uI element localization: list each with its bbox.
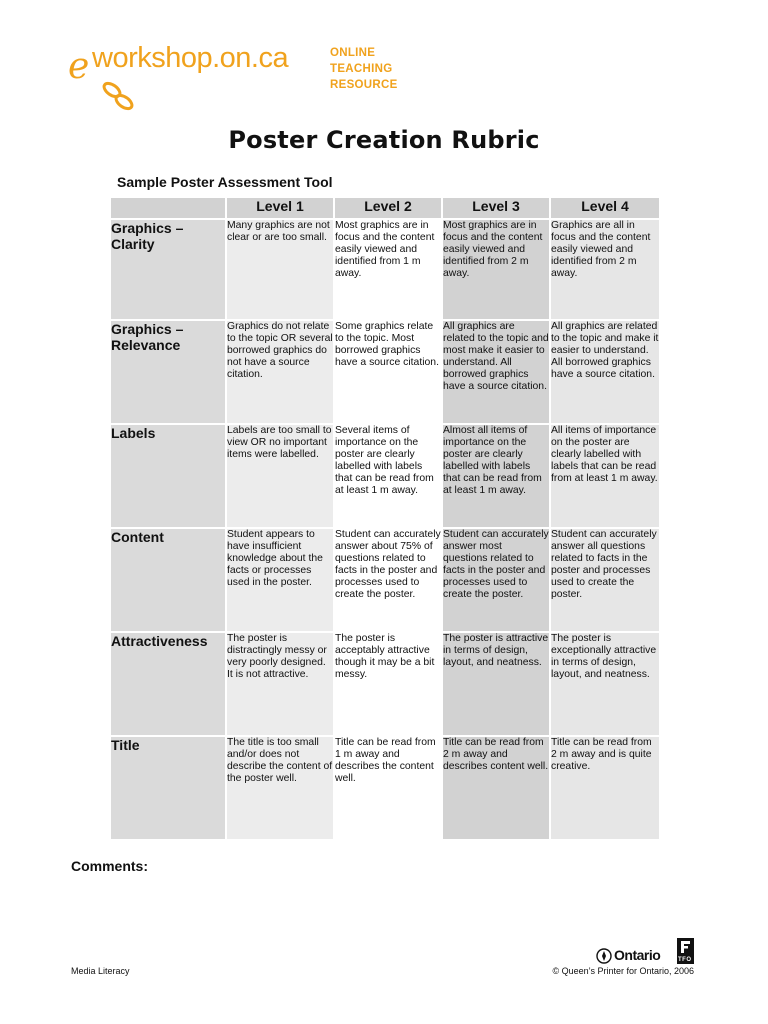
rubric-cell: Student appears to have insufficient knowledge about the facts or processes used in the poster. [227,529,333,631]
rubric-cell: The poster is acceptably attractive though it may be a bit messy. [335,633,441,735]
table-row [111,529,659,631]
table-row [111,321,659,423]
rubric-cell: Title can be read from 2 m away and describes content well. [443,737,549,839]
page-subtitle: Sample Poster Assessment Tool [117,174,333,190]
rubric-cell: Student can accurately answer most questions related to facts in the poster and processes used to create the poster. [443,529,549,631]
tagline-line: RESOURCE [330,79,398,91]
rubric-cell: All graphics are related to the topic and most make it easier to understand. All borrowed graphics have a source citation. [443,321,549,423]
criterion-label: Graphics – Clarity [111,220,225,319]
comments-label: Comments: [71,858,149,874]
logo-text: workshop.on.ca [92,42,289,74]
footer-left-text: Media Literacy [71,966,130,976]
rubric-cell: The poster is attractive in terms of design, layout, and neatness. [443,633,549,735]
criterion-label: Graphics – Relevance [111,321,225,423]
rubric-cell: Labels are too small to view OR no important items were labelled. [227,425,333,527]
table-row [111,425,659,527]
level-header: Level 4 [551,198,659,218]
rubric-cell: Graphics are all in focus and the content easily viewed and identified from 2 m away. [551,220,659,319]
rubric-cell: Graphics do not relate to the topic OR several borrowed graphics do not have a source citation. [227,321,333,423]
page-title: Poster Creation Rubric [228,126,540,154]
rubric-cell: Most graphics are in focus and the content easily viewed and identified from 2 m away. [443,220,549,319]
logo-tagline [330,45,398,93]
tfo-f-icon [677,938,694,956]
rubric-cell: Student can accurately answer all questions related to facts in the poster and processes used to create the poster. [551,529,659,631]
table-header-row [111,198,659,218]
rubric-table [109,196,661,841]
trillium-icon [596,948,612,964]
criterion-label: Content [111,529,225,631]
criterion-label: Attractiveness [111,633,225,735]
ontario-logo: Ontario [614,947,661,963]
rubric-cell: Several items of importance on the poster are clearly labelled with labels that can be read from at least 1 m away. [335,425,441,527]
level-header: Level 3 [443,198,549,218]
rubric-cell: All items of importance on the poster are clearly labelled with labels that can be read from at least 1 m away. [551,425,659,527]
rubric-cell: Title can be read from 1 m away and describes the content well. [335,737,441,839]
rubric-cell: Student can accurately answer about 75% of questions related to facts in the poster and processes used to create the poster. [335,529,441,631]
rubric-cell: Many graphics are not clear or are too small. [227,220,333,319]
criterion-label: Labels [111,425,225,527]
tagline-line: TEACHING [330,63,393,75]
tagline-line: ONLINE [330,47,376,59]
logo-initial: e [68,46,90,87]
footer-copyright: © Queen’s Printer for Ontario, 2006 [552,966,694,976]
rubric-cell: The title is too small and/or does not describe the content of the poster well. [227,737,333,839]
rubric-cell: The poster is distractingly messy or very poorly designed. It is not attractive. [227,633,333,735]
header-corner-cell [111,198,225,218]
rubric-cell: All graphics are related to the topic and make it easier to understand. All borrowed graphics have a source citation. [551,321,659,423]
rubric-cell: Almost all items of importance on the poster are clearly labelled with labels that can be read from at least 1 m away. [443,425,549,527]
table-row [111,737,659,839]
level-header: Level 1 [227,198,333,218]
rubric-cell: The poster is exceptionally attractive in terms of design, layout, and neatness. [551,633,659,735]
tfo-logo-text: TFO [678,957,692,963]
criterion-label: Title [111,737,225,839]
rubric-cell: Most graphics are in focus and the content easily viewed and identified from 1 m away. [335,220,441,319]
level-header: Level 2 [335,198,441,218]
chain-link-icon [98,80,158,112]
table-row [111,220,659,319]
rubric-cell: Some graphics relate to the topic. Most borrowed graphics have a source citation. [335,321,441,423]
table-row [111,633,659,735]
rubric-cell: Title can be read from 2 m away and is quite creative. [551,737,659,839]
